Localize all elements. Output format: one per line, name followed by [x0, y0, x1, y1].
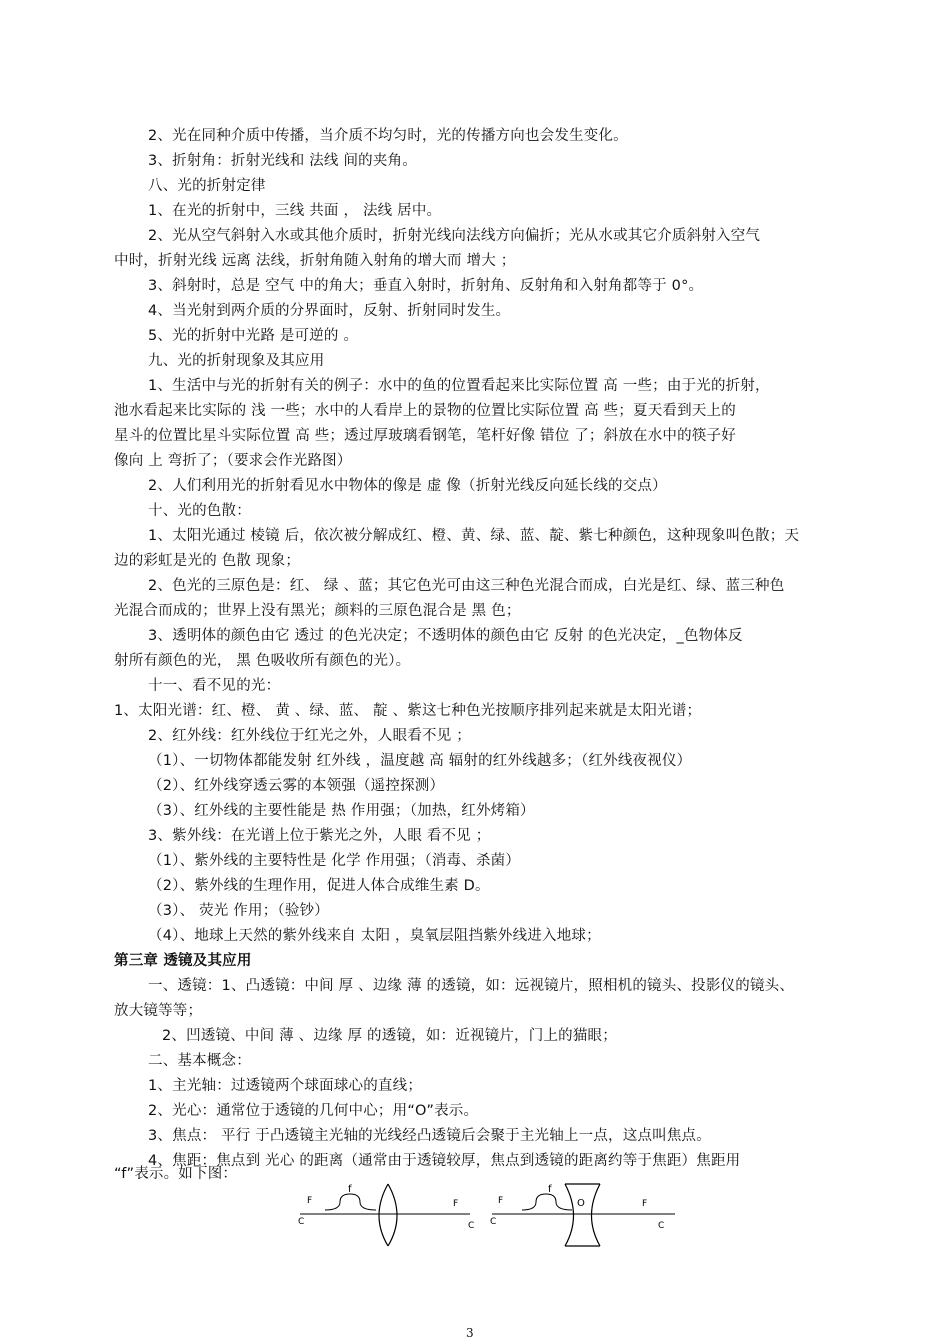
text-line: （1）、一切物体都能发射 红外线 ，温度越 高 辐射的红外线越多；（红外线夜视仪） — [148, 753, 692, 769]
text-line: 2、凹透镜、中间 薄 、边缘 厚 的透镜，如：近视镜片，门上的猫眼； — [162, 1028, 617, 1044]
label-F: F — [307, 1196, 313, 1206]
section-heading: 八、光的折射定律 — [148, 178, 266, 194]
text-line: （4）、地球上天然的紫外线来自 太阳 ，臭氧层阻挡紫外线进入地球； — [148, 928, 601, 944]
label-F: F — [642, 1199, 648, 1209]
text-line: 4、当光射到两介质的分界面时，反射、折射同时发生。 — [148, 303, 511, 319]
label-O: O — [577, 1198, 585, 1209]
label-F: F — [498, 1196, 504, 1206]
label-f: f — [548, 1184, 552, 1195]
text-line: 射所有颜色的光， 黑 色吸收所有颜色的光）。 — [114, 653, 411, 669]
text-line: （1）、紫外线的主要特性是 化学 作用强；（消毒、杀菌） — [148, 853, 521, 869]
section-heading: 十、光的色散： — [148, 503, 251, 519]
text-line: 1、太阳光谱：红、橙、 黄 、绿、蓝、 靛 、紫这七种色光按顺序排列起来就是太阳光谱； — [114, 703, 702, 719]
text-line: （3）、红外线的主要性能是 热 作用强；（加热，红外烤箱） — [148, 803, 535, 819]
concave-lens-left-surface — [565, 1184, 574, 1246]
text-line: 2、光心：通常位于透镜的几何中心；用“O”表示。 — [148, 1103, 479, 1119]
label-C: C — [468, 1221, 475, 1231]
section-heading: 十一、看不见的光： — [148, 678, 281, 694]
text-line: 5、光的折射中光路 是可逆的 。 — [148, 328, 359, 344]
text-line: 3、紫外线：在光谱上位于紫光之外，人眼 看不见 ； — [148, 828, 491, 844]
text-line: 3、焦点： 平行 于凸透镜主光轴的光线经凸透镜后会聚于主光轴上一点，这点叫焦点。 — [148, 1128, 711, 1144]
text-line: 边的彩虹是光的 色散 现象； — [114, 553, 301, 569]
text-line: 1、生活中与光的折射有关的例子：水中的鱼的位置看起来比实际位置 高 一些；由于光的折射， — [148, 378, 770, 394]
text-line: 1、主光轴：过透镜两个球面球心的直线； — [148, 1078, 423, 1094]
text-line: 中时，折射光线 远离 法线，折射角随入射角的增大而 增大 ； — [114, 253, 516, 269]
section-heading: 二、基本概念： — [148, 1053, 251, 1069]
label-C: C — [298, 1217, 305, 1227]
text-line: 像向 上 弯折了；（要求会作光路图） — [114, 453, 352, 469]
text-line: 池水看起来比实际的 浅 一些；水中的人看岸上的景物的位置比实际位置 高 些；夏天看到天上的 — [114, 403, 736, 419]
concave-lens-right-surface — [592, 1184, 601, 1246]
lens-diagram — [290, 1180, 690, 1255]
text-line: 星斗的位置比星斗实际位置 高 些；透过厚玻璃看钢笔，笔杆好像 错位 了；斜放在水中的筷子好 — [114, 428, 736, 444]
text-line: 2、红外线：红外线位于红光之外，人眼看不见 ； — [148, 728, 471, 744]
section-heading: 九、光的折射现象及其应用 — [148, 353, 325, 369]
convex-lens-figure — [298, 1184, 474, 1246]
text-line: （2）、紫外线的生理作用，促进人体合成维生素 D。 — [148, 878, 490, 894]
text-line: 2、光在同种介质中传播，当介质不均匀时，光的传播方向也会发生变化。 — [148, 128, 628, 144]
text-line: 2、色光的三原色是：红、 绿 、蓝；其它色光可由这三种色光混合而成，白光是红、绿、蓝三种色 — [148, 578, 785, 594]
text-line: （3）、 荧光 作用；（验钞） — [148, 903, 329, 919]
label-C: C — [490, 1217, 497, 1227]
concave-lens-figure — [490, 1184, 675, 1246]
text-line: 3、折射角：折射光线和 法线 间的夹角。 — [148, 153, 417, 169]
text-line: 3、斜射时，总是 空气 中的角大；垂直入射时，折射角、反射角和入射角都等于 0°。 — [148, 278, 704, 294]
text-line: “f”表示。如下图： — [114, 1166, 238, 1182]
text-line: 2、光从空气斜射入水或其他介质时，折射光线向法线方向偏折；光从水或其它介质斜射入空气 — [148, 228, 761, 244]
focal-length-brace — [325, 1194, 376, 1210]
text-line: 一、透镜：1、凸透镜：中间 厚 、边缘 薄 的透镜，如：远视镜片，照相机的镜头、投影仪的镜头、 — [148, 978, 795, 994]
text-line: 1、在光的折射中，三线 共面 ， 法线 居中。 — [148, 203, 442, 219]
text-line: 4、焦距：焦点到 光心 的距离（通常由于透镜较厚，焦点到透镜的距离约等于焦距）焦距用 — [148, 1153, 741, 1169]
text-line: （2）、红外线穿透云雾的本领强（遥控探测） — [148, 778, 445, 794]
focal-length-brace — [522, 1194, 572, 1210]
text-line: 光混合而成的；世界上没有黑光；颜料的三原色混合是 黑 色； — [114, 603, 521, 619]
chapter-heading: 第三章 透镜及其应用 — [114, 953, 252, 969]
text-line: 3、透明体的颜色由它 透过 的色光决定；不透明体的颜色由它 反射 的色光决定，_色物体反 — [148, 628, 743, 644]
text-line: 2、人们利用光的折射看见水中物体的像是 虚 像（折射光线反向延长线的交点） — [148, 478, 667, 494]
convex-lens-right-surface — [388, 1184, 397, 1246]
page-number: 3 — [466, 1326, 474, 1340]
label-f: f — [348, 1184, 352, 1195]
text-line: 放大镜等等； — [114, 1003, 203, 1019]
label-F: F — [453, 1199, 459, 1209]
label-C: C — [658, 1221, 665, 1231]
convex-lens-left-surface — [379, 1184, 388, 1246]
text-line: 1、太阳光通过 棱镜 后，依次被分解成红、橙、黄、绿、蓝、靛、紫七种颜色，这种现象叫色散；天 — [148, 528, 800, 544]
